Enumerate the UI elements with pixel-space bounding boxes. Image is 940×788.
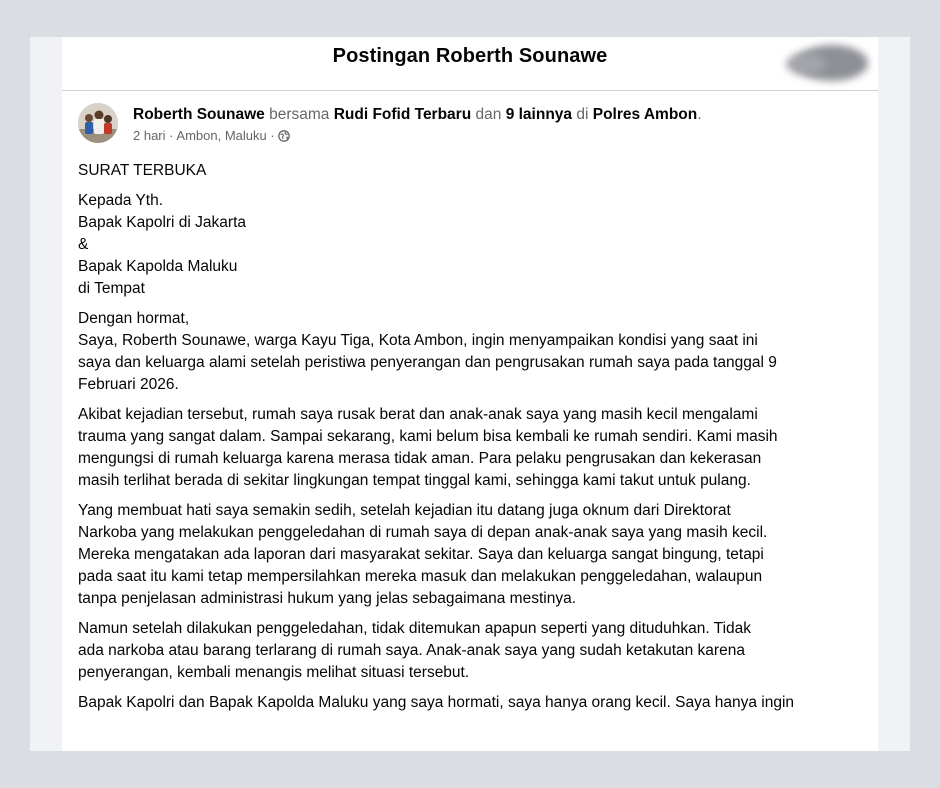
paragraph-damage: Akibat kejadian tersebut, rumah saya rusak berat dan anak-anak saya yang masih kecil mengalami trauma yang sangat dalam. Sampai sekarang, kami belum bisa kembali ke rumah sendiri. Kami masih mengungsi di rumah keluarga karena merasa tidak aman. Para pelaku pengrusakan dan kekerasan masih terlihat berada di sekitar lingkungan tempat tinggal kami, sehingga kami takut untuk pulang.	[78, 406, 778, 489]
meta-sep: ·	[270, 128, 275, 143]
post	[78, 103, 862, 711]
end-punct: .	[697, 106, 702, 123]
letter-address: Kepada Yth. Bapak Kapolri di Jakarta & Bapak Kapolda Maluku di Tempat	[78, 192, 247, 297]
paragraph-opening: Dengan hormat, Saya, Roberth Sounawe, warga Kayu Tiga, Kota Ambon, ingin menyampaikan kondisi yang saat ini saya dan keluarga alami setelah peristiwa penyerangan dan pengrusakan rumah saya pada tanggal 9 Februari 2026.	[78, 310, 777, 393]
at-word: di	[576, 106, 589, 123]
location-link[interactable]: Polres Ambon	[592, 106, 698, 123]
post-body	[78, 160, 868, 722]
paragraph-result: Namun setelah dilakukan penggeledahan, tidak ditemukan apapun seperti yang dituduhkan. Tidak ada narkoba atau barang terlarang di rumah saya. Anak-anak saya yang sudah ketakutan karena penyerangan, kembali menangis melihat situasi tersebut.	[78, 620, 752, 681]
and-word: dan	[475, 106, 502, 123]
author-name[interactable]: Roberth Sounawe	[133, 106, 265, 123]
avatar[interactable]	[78, 103, 118, 143]
post-header	[78, 103, 862, 151]
letter-heading: SURAT TERBUKA	[78, 162, 207, 179]
post-dialog	[62, 37, 878, 751]
post-place: Ambon, Maluku	[176, 128, 267, 143]
post-time[interactable]: 2 hari	[133, 128, 166, 143]
post-meta	[133, 128, 290, 143]
with-word: bersama	[269, 106, 330, 123]
meta-sep: ·	[169, 128, 174, 143]
tagged-others[interactable]: 9 lainnya	[505, 106, 573, 123]
tagged-person[interactable]: Rudi Fofid Terbaru	[333, 106, 472, 123]
dialog-header	[62, 37, 878, 91]
globe-icon[interactable]	[278, 130, 290, 142]
screenshot-frame	[30, 37, 910, 751]
author-line	[133, 106, 702, 124]
paragraph-appeal: Bapak Kapolri dan Bapak Kapolda Maluku yang saya hormati, saya hanya orang kecil. Saya hanya ingin	[78, 694, 795, 711]
close-button[interactable]	[778, 39, 874, 87]
dialog-title: Postingan Roberth Sounawe	[332, 45, 608, 67]
paragraph-search: Yang membuat hati saya semakin sedih, setelah kejadian itu datang juga oknum dari Direktorat Narkoba yang melakukan penggeledahan di rumah saya di depan anak-anak saya yang masih kecil. Mereka mengatakan ada laporan dari masyarakat sekitar. Saya dan keluarga sangat bingung, tetapi pada saat itu kami tetap mempersilahkan mereka masuk dan melakukan penggeledahan, walaupun tanpa penjelasan administrasi hukum yang jelas sebagaimana mestinya.	[78, 502, 768, 607]
